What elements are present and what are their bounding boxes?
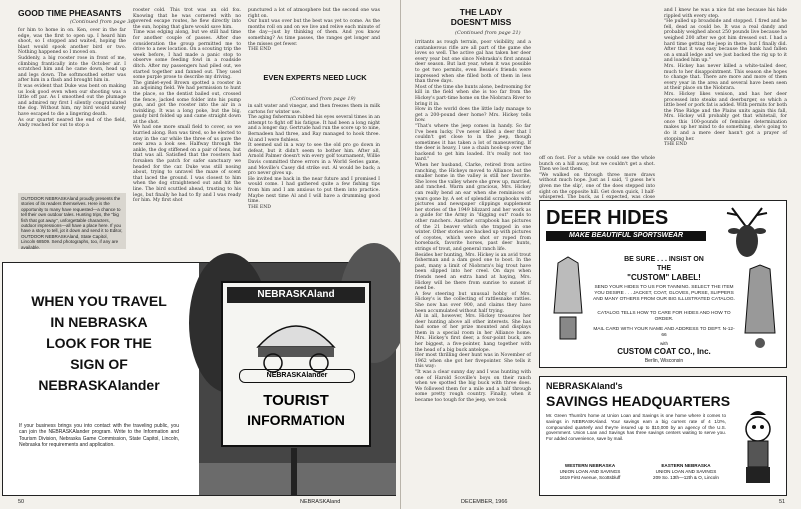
covered-wagon-emblem	[223, 307, 369, 377]
deer-ad-with: with	[659, 341, 668, 346]
reader-stories-box: OUTDOOR NEBRASKAland proudly presents the stories of its readers themselves. Here is the opportunity to many have requested—a chance to tell their own outdoor tales. Hunting trips, the "big fish that got away", unforgettable characters, outdoor impressions—all have a place here. If you have a story to tell, jot it down and send it to Editor, OUTDOOR NEBRASKAland, State Capitol, Lincoln 68509. Send photographs, too, if any are available.	[18, 193, 126, 249]
article-column-1: irritants as rough terrain, poor visibility, and a cantankerous rifle are all part of the game she loves so well. The active gal has taken her deer every year but one since Nebraska's first annual deer season. But last year, when it was possible to get two permits, even Bessie's friends were impressed when she filled both of them in less than three days. Most of the time she hunts alone, bedrooming for kill in the field when she is too far from the Hickey's part-time home on the Niobrara River to bring it in. How in the world does the little lady manage to get a 200-pound deer home? Mrs. Hickey tells how. "That's where the jeep comes in handy. So far I've been lucky. I've never killed a deer that I couldn't get close to in the jeep, though sometimes it has taken a lot of maneuvering. If the deer is heavy, I use a chain hook-up over the backend to get him loaded. It's really not too hard." When her husband, Clarke, retired from active ranching, the Hickeys moved to Alliance but the smaller home in the valley is still her favorite. She loves the valley where she grew up, married, and ranched. Warm and gracious, Mrs. Hickey can really bend an ear when she reminisces of years gone by. A set of splendid scrapbooks with pictures and newspaper clippings supplement her stories of the 1949 blizzard and her work as a guide for the Army in "digging out" roads to other ranchers. Another scrapbook has pictures of the 21 beaver which she trapped in one winter. Other stories are backed up with pictures of coyotes, which were shot or roped from horseback, favorite horses, past deer hunts, strings of trout, and general ranch life. Besides her hunting, Mrs. Hickey is an avid trout fisherman and a dam good one to boot. In the past, many a limit of Niobrara's big trout have been slipped into her creel. On days when friends need an extra hand at haying, Mrs. Hickey will be there from sunrise to sunset if need be. A few steering but unusual hobby of Mrs. Hickey's is the collecting of rattlesnake rattles. She now has over 900, and claims they have been accumulated without half trying. All in all, however, Mrs. Hickey treasures her deer hunting above all other interests. She has had some of her prize mounted and displays them in a special room in her Alliance home. Mrs. Hickey's first deer, a four-point buck, are her biggest, a five-pointer, hang together with the head of a big buck antelope. Her most thrilling deer hunt was in November of 1962 when she got her fivepointer. She tells it this way: "It was a clear sunny day and I was hunting with one of Harold Scoville's boys on their ranch when we spotted the big buck with three does. We followed them for a mile and a half through some pretty rough country. Finally, when it became too tough for the jeep, we took	[415, 40, 531, 403]
savings-ad-headline: SAVINGS HEADQUARTERS	[546, 393, 731, 409]
sign-board	[221, 281, 371, 447]
nebraskalander-ad	[2, 262, 396, 496]
ad-brand: NEBRASKAlander	[38, 377, 160, 393]
deer-ad-city: Berlin, Wisconsin	[644, 358, 684, 364]
continued-note: (Continued from page 36)	[70, 19, 136, 25]
jacket-illustration	[548, 253, 588, 343]
ad-line-2: IN NEBRASKA	[50, 314, 148, 330]
western-branch-name: WESTERN NEBRASKA	[564, 463, 616, 468]
issue-date: DECEMBER, 1966	[461, 499, 508, 505]
sign-ribbon: NEBRASKAlander	[239, 369, 355, 383]
the-text: THE	[657, 265, 671, 272]
deer-ad-company: CUSTOM COAT CO., Inc.	[617, 347, 711, 356]
article-column-2: rooster cold. This trot was an old fox. Knowing that he was cornered with no covered escape routes, he flew directly into the sun, hoping that glare would save him. Time was edging along, but we still had time for another couple of passes. After due consideration the group permitted me to drive to a new location. On a scouting trip the week before, I had made a panic stop to observe some feeding fowl in a roadside ditch. After my passengers had piled out, we started together and fanned out. They used some purple prose to describe my driving. The gimlet-eyed Brown spotted a rooster in an adjoining field. We had permission to hunt the place, so the dentist bailed out, crossed the fence, jacked some folder into his pump gun, and got the rooster into the air in a twinkling. It was a long poke, but the big, gaudy bird folded up and came straight down at the shot. We had one more small field to cover, so we hurried along. Ron was tired, so he elected to stay in the car while the three of us gave the new area a look see. Halfway through the ankle, the dog stiffened on a pair of hens, but that was all. Satisfied that the roosters had forsaken the patch for safer sanctuary we headed for the car. Duke was still nosing about, trying to unravel the maze of scent that laced the ground. I was closest to him when the dog straightened out and hit the line. The bird scuttled ahead, trusting to his legs, but finally he had to fly and I was ready for him. My first shot	[133, 8, 241, 204]
article-headline: GOOD TIME PHEASANTS	[18, 8, 122, 18]
cartoon-mascot	[732, 411, 784, 491]
continued-note: (Continued from page 21)	[455, 30, 521, 36]
article-column-1: for him to home in on. Ken, over in the far edge, was the first to open up. I heard him shoot, so I stopped and waited, hoping the blast would spook another bird or two. Nothing happened so I moved on. Suddenly, a big rooster rose in front of me, climbing frantically into the October air. I scratched him and he came down, head up and legs down. The softmouthed setter was after him in a flash and brought him in. It was evident that Duke was bent on making us look good even when our shooting was a little off par. As I smoothed out the plumage and admired my first I silently congratulated the dog. Without him, my bird would surely have escaped to die a lingering death. As our quartet neared the end of the field, Andy reached for out to stop a	[18, 28, 126, 129]
eastern-branch	[640, 463, 732, 480]
deer-ad-subtitle: MAKE BEAUTIFUL SPORTSWEAR	[546, 231, 706, 241]
ad-line-4: SIGN OF	[70, 356, 128, 372]
page-number-right: 51	[779, 499, 786, 505]
savings-ad-body: Mr. Green Thumb's home at Union Loan and Savings is one home where it comes to savings in NEBRASKAland. Your savings earn a big current rate of 4 1/2%, compounded quarterly and they're insured up to $10,000 by an agency of the U.S. government. Union Loan and Savings has three savings centers waiting to serve you. For added convenience, save by mail.	[546, 413, 726, 442]
savings-ad-title: NEBRASKAland's	[546, 381, 623, 391]
sign-photo	[199, 263, 396, 495]
savings-ad	[539, 376, 787, 496]
article-column-3: and I knew he was a nice fat one because his hide rippled with every step. "He pulled up broadside and stopped. I fired and he fell, dead as could be. It was a real dandy and probably weighed about 250 pounds live because he weighed 200 after we got him dressed out. I had a hard time getting the jeep in there, but I finally did. After that it was easy because the bank had fallen on a small ledge and we just backed the rig up to it and loaded him up." Mrs. Hickey has never killed a white-tailed deer, much to her disappointment. This season she hopes to change that. There are more and more of them every year in the area and several have been seen at their place on the Niobrara. Mrs. Hickey likes venison, and has her deer processed into steaks and deerburger, so which a little beef or pork fat is added. With permits for both the Pine Ridge and the Plains units again this fall, Mrs. Hickey will probably get that whitetail, for once this 100-pounds of feminine determination makes up her mind to do something, she's going to do it and a mere deer hasn't got a prayer of stopping her. THE END	[664, 8, 787, 148]
sign-information: INFORMATION	[247, 412, 345, 428]
western-branch	[546, 463, 634, 480]
western-branch-address: 1619 First Avenue, Scottsbluff	[559, 474, 621, 480]
right-page	[400, 0, 801, 509]
article-column-3: punctured a lot of atmosphere but the second one was right on. Our hunt was over but the best was yet to come. As the months roll on and on we live and relive each minute of the day—just by thinking of them. And you know something? As time passes, the ranges get longer and the misses get fewer. THE END	[248, 8, 380, 53]
left-page	[0, 0, 400, 509]
continued-note-2: (Continued from page 19)	[290, 96, 356, 102]
eastern-branch-name: EASTERN NEBRASKA	[661, 463, 711, 468]
deer-head-illustration	[712, 203, 782, 263]
custom-label-text: "CUSTOM" LABEL!	[627, 273, 701, 282]
deer-ad-body: SEND YOUR HIDES TO US FOR TANNING. SELECT THE ITEM YOU DESIRE . . . JACKET, COAT, GLOVES, PURSE, SLIPPERS AND MANY OTHERS FROM OUR BIG ILLUSTRATED CATALOG.	[593, 285, 735, 302]
eastern-branch-address: 209 So. 13th—12th & O, Lincoln	[653, 474, 719, 480]
deer-ad-catalog: CATALOG TELLS HOW TO CARE FOR HIDES AND HOW TO ORDER.	[597, 311, 731, 322]
deer-ad-mail: MAIL CARD WITH YOUR NAME AND ADDRESS TO DEPT. N-12-66	[593, 327, 735, 338]
article-headline-2: EVEN EXPERTS NEED LUCK	[263, 73, 367, 82]
ad-line-3: LOOK FOR THE	[46, 335, 152, 351]
page-number-left: 50	[18, 499, 25, 505]
deer-ad-title: DEER HIDES	[546, 207, 669, 229]
eastern-branch-sub: UNION LOAN AND SAVINGS	[655, 468, 717, 474]
sign-tourist: TOURIST	[263, 392, 329, 409]
be-sure-text: BE SURE . . . INSIST ON	[624, 256, 704, 263]
coat-illustration	[740, 263, 780, 353]
ad-line-1: WHEN YOU TRAVEL	[31, 293, 167, 309]
ad-body-text: If your business brings you into contact with the traveling public, you can join the NEBRASKAlander program. Write to the Information and Tourism Division, Nebraska Game Commission, State Capitol, Lincoln, Nebraska for requirements and application.	[19, 423, 179, 449]
article-headline: THE LADY DOESN'T MISS	[450, 7, 512, 27]
article-column-2: off on foot. For a while we could see the whole bunch on a hill away, but we couldn't get a shot. Then we lost them. "We walked on through three more draws without much hope. Just as I said, 'I guess he's given me the slip', one of the does stepped into sight on the opposite hill. Get down quick, I half-whispered. The buck, as I expected, was close	[539, 156, 655, 201]
deer-hides-ad	[539, 200, 787, 368]
magazine-name: NEBRASKAland	[300, 499, 341, 505]
article-column-3b: in salt water and vinegar, and then freezes them in milk cartons for winter use. The aging fisherman rubbed his eyes several times in an attempt to fight off his fatigue. It had been a long night and a longer day. Gertrude had run the score up to nine, Bernadeen had three, and Ray managed to hook three. Al and I were fishless. It seemed sad in a way to see the old pro go down in defeat, but it didn't seem to bother him. After all, Arnold Palmer doesn't win every golf tournament, Willie Davis committed three errors in a World Series game, and Moville's Casey did strike out. Al would be back; a pro never gives up. He invited me back in the near future and I promised I would come. I had gathered quite a few fishing tips from him and I am anxious to put them into practice. Maybe next time Al and I will have a drumming good time. THE END	[248, 104, 380, 210]
western-branch-sub: UNION LOAN AND SAVINGS	[559, 468, 621, 474]
sign-header: NEBRASKAland	[227, 287, 365, 303]
